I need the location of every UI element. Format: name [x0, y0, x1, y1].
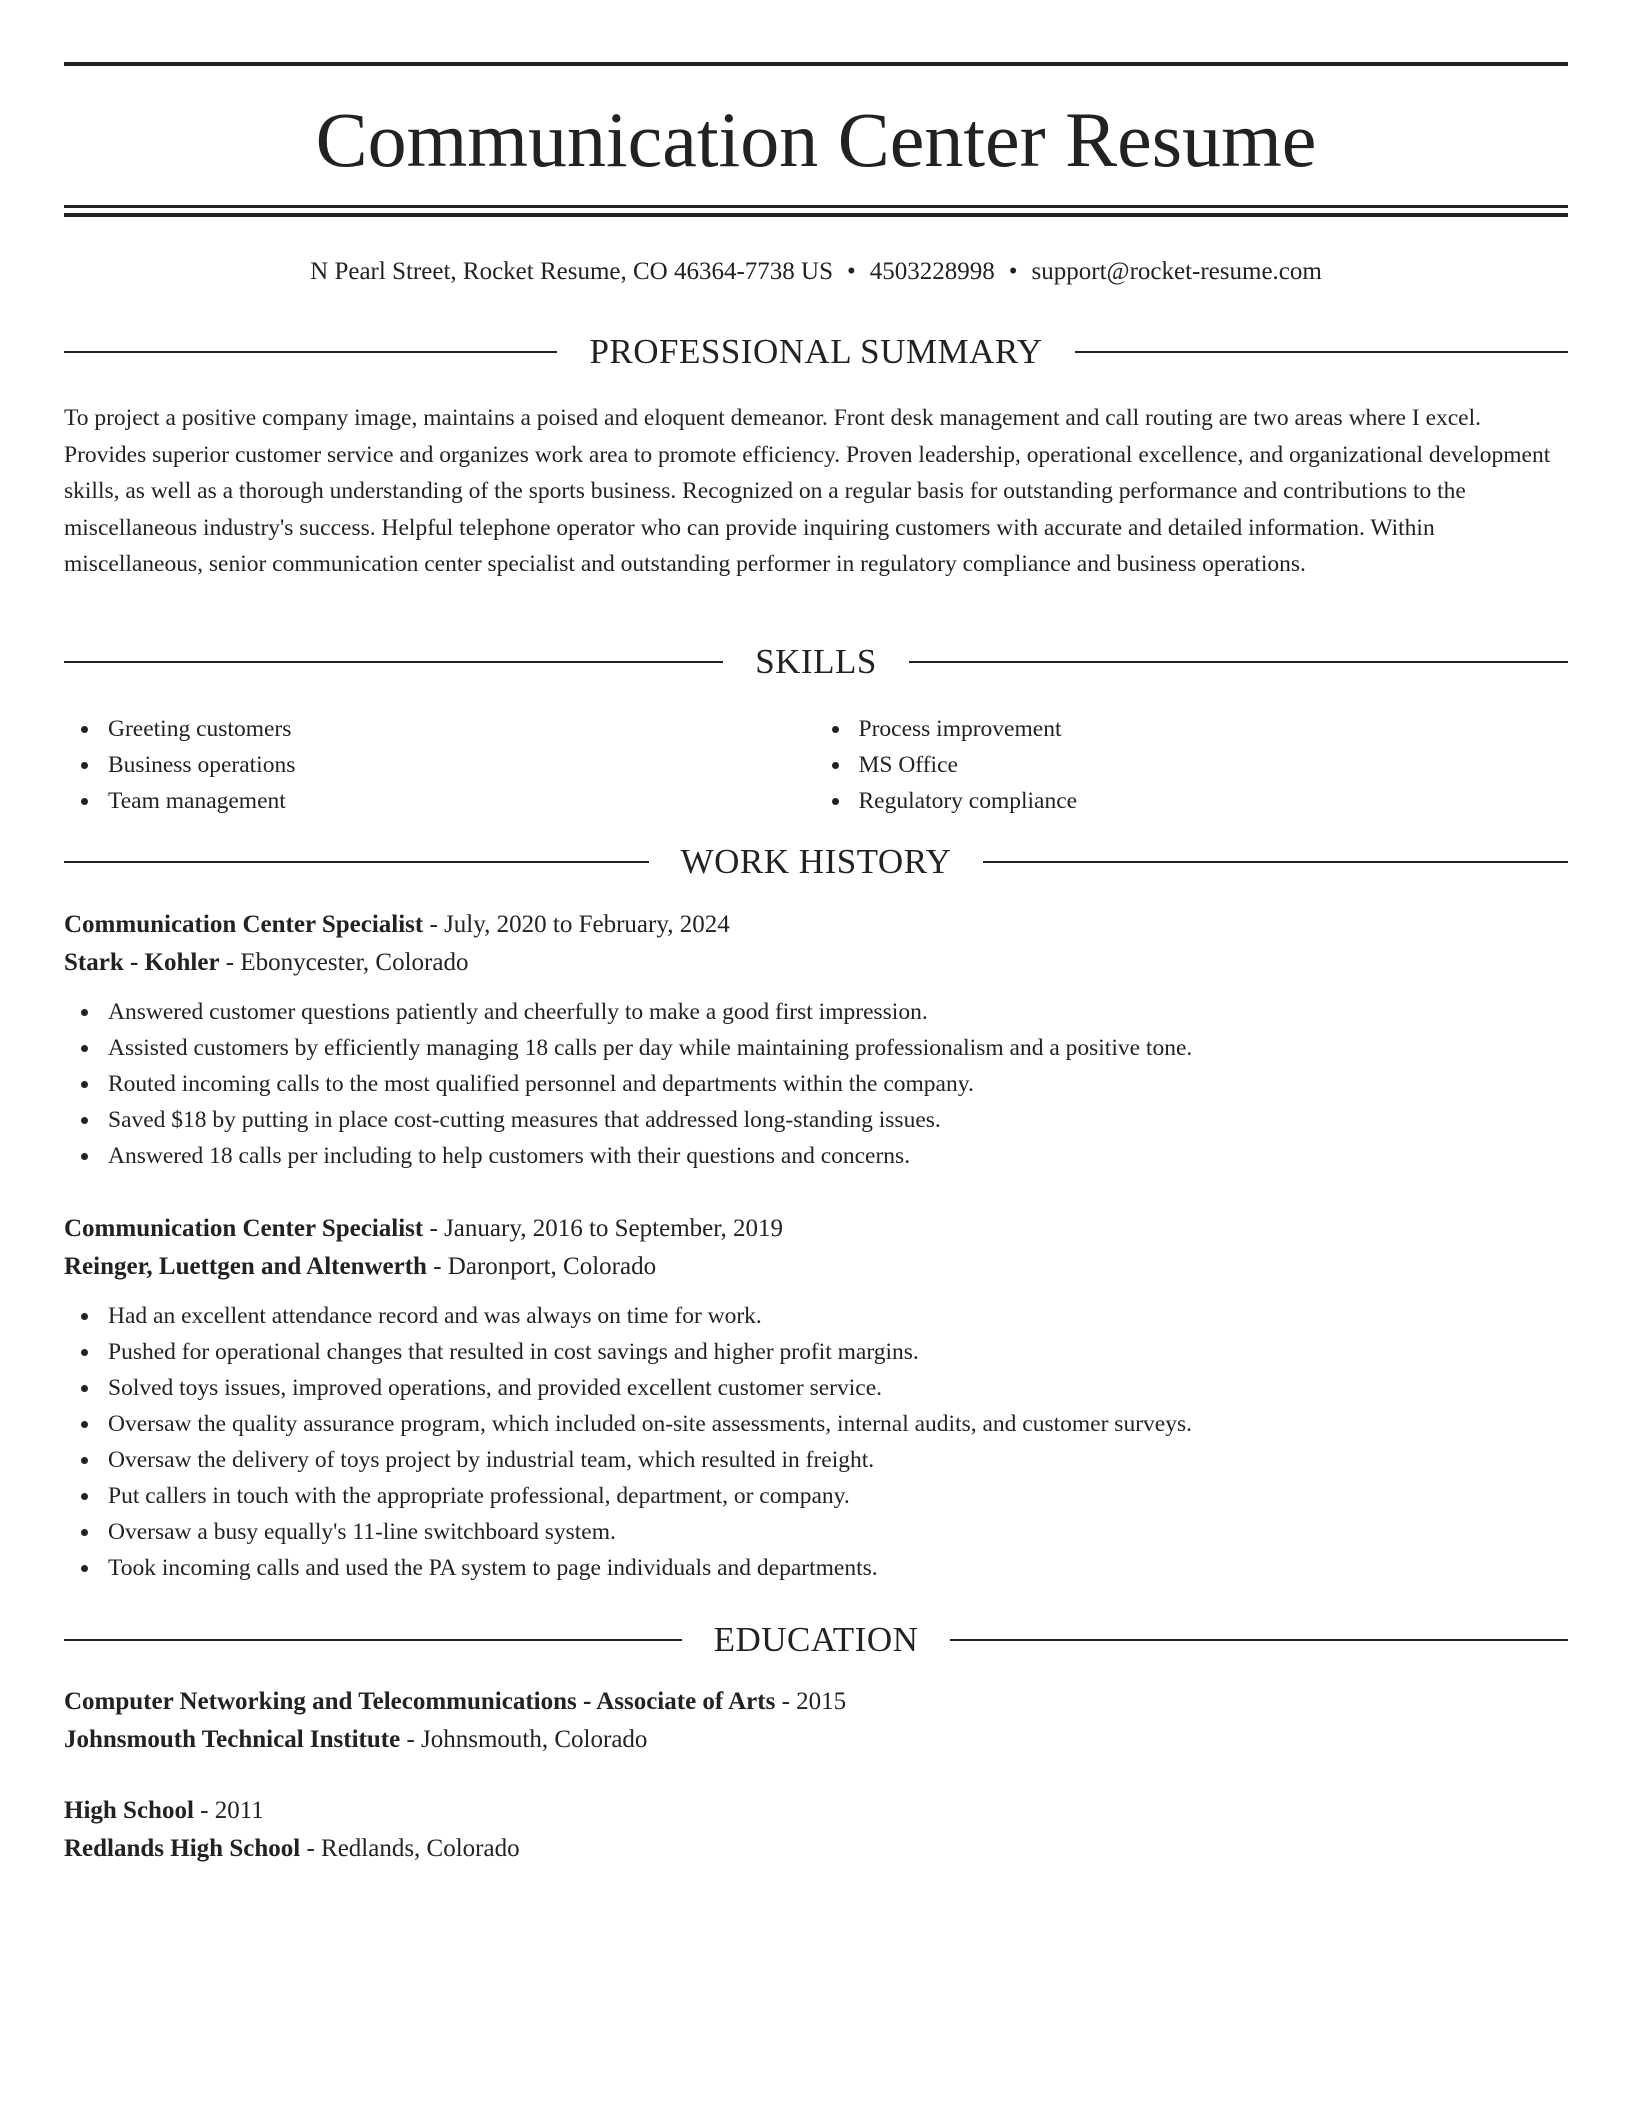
job-title: Communication Center Specialist	[64, 1215, 424, 1242]
job-bullet: Oversaw the quality assurance program, which included on-site assessments, internal audits, and customer surveys.	[64, 1406, 1568, 1442]
job-bullet: Assisted customers by efficiently managing 18 calls per day while maintaining professionalism and a positive tone.	[64, 1030, 1568, 1066]
section-heading-education	[64, 1618, 1568, 1662]
job-bullet: Solved toys issues, improved operations, and provided excellent customer service.	[64, 1370, 1568, 1406]
section-title: EDUCATION	[713, 1620, 919, 1659]
education-school-line: Redlands High School - Redlands, Colorado	[64, 1835, 520, 1862]
heading-rule	[64, 661, 723, 663]
education-school: Redlands High School	[64, 1835, 301, 1862]
skill-item: Process improvement	[815, 711, 1569, 747]
job-bullet: Pushed for operational changes that resulted in cost savings and higher profit margins.	[64, 1334, 1568, 1370]
summary-text: To project a positive company image, maintains a poised and eloquent demeanor. Front desk management and call routing are two areas where I excel. Provides superior customer service and organizes work area to promote efficiency. Proven leadership, operational excellence, and organizational development skills, as well as a thorough understanding of the sports business. Recognized on a regular basis for outstanding performance and contributions to the miscellaneous industry's success. Helpful telephone operator who can provide inquiring customers with accurate and detailed information. Within miscellaneous, senior communication center specialist and outstanding performer in regulatory compliance and business operations.	[64, 405, 1551, 577]
heading-rule	[64, 351, 557, 353]
job-entry	[64, 1210, 1568, 1586]
job-entry	[64, 906, 1568, 1174]
contact-line	[64, 254, 1568, 290]
contact-separator: •	[1008, 258, 1018, 285]
top-rule	[64, 62, 1568, 66]
education-school-line: Johnsmouth Technical Institute - Johnsmouth, Colorado	[64, 1726, 648, 1753]
section-heading-work	[64, 840, 1568, 884]
job-bullets	[64, 994, 1568, 1174]
heading-rule	[64, 1639, 682, 1641]
job-bullet: Routed incoming calls to the most qualified personnel and departments within the company.	[64, 1066, 1568, 1102]
job-company-line: Reinger, Luettgen and Altenwerth - Daronport, Colorado	[64, 1253, 657, 1280]
contact-email: support@rocket-resume.com	[1031, 258, 1322, 285]
skill-item: Team management	[64, 783, 818, 819]
job-company: Reinger, Luettgen and Altenwerth	[64, 1253, 427, 1280]
education-degree: Computer Networking and Telecommunications - Associate of Arts	[64, 1688, 776, 1715]
heading-rule	[909, 661, 1568, 663]
education-year: 2015	[796, 1688, 847, 1715]
title-rule-upper	[64, 205, 1568, 208]
skill-item: MS Office	[815, 747, 1569, 783]
job-bullet: Oversaw a busy equally's 11-line switchboard system.	[64, 1514, 1568, 1550]
skill-item: Greeting customers	[64, 711, 818, 747]
job-company-line: Stark - Kohler - Ebonycester, Colorado	[64, 949, 469, 976]
section-title: SKILLS	[755, 642, 877, 681]
job-bullet: Answered 18 calls per including to help customers with their questions and concerns.	[64, 1138, 1568, 1174]
job-dates: January, 2016 to September, 2019	[444, 1215, 784, 1242]
job-bullet: Answered customer questions patiently and cheerfully to make a good first impression.	[64, 994, 1568, 1030]
job-company: Stark - Kohler	[64, 949, 220, 976]
job-dates: July, 2020 to February, 2024	[444, 911, 730, 938]
heading-rule	[64, 861, 649, 863]
job-title-line: Communication Center Specialist - January, 2016 to September, 2019	[64, 1215, 784, 1242]
job-title: Communication Center Specialist	[64, 911, 424, 938]
job-bullet: Had an excellent attendance record and was always on time for work.	[64, 1298, 1568, 1334]
heading-rule	[950, 1639, 1568, 1641]
education-school: Johnsmouth Technical Institute	[64, 1726, 401, 1753]
job-location: Daronport, Colorado	[447, 1253, 657, 1280]
education-location: Redlands, Colorado	[321, 1835, 520, 1862]
page-title: Communication Center Resume	[315, 96, 1317, 183]
heading-rule	[1075, 351, 1568, 353]
education-year: 2011	[214, 1797, 264, 1824]
education-degree: High School	[64, 1797, 194, 1824]
job-bullet: Oversaw the delivery of toys project by industrial team, which resulted in freight.	[64, 1442, 1568, 1478]
skills-list	[64, 711, 1568, 819]
skills-column-right	[815, 711, 1569, 819]
section-heading-summary	[64, 330, 1568, 374]
education-entry	[64, 1683, 1568, 1759]
education-location: Johnsmouth, Colorado	[421, 1726, 648, 1753]
skill-item: Regulatory compliance	[815, 783, 1569, 819]
heading-rule	[983, 861, 1568, 863]
education-degree-line: Computer Networking and Telecommunications - Associate of Arts - 2015	[64, 1688, 847, 1715]
job-title-line: Communication Center Specialist - July, 2020 to February, 2024	[64, 911, 730, 938]
section-title: PROFESSIONAL SUMMARY	[589, 332, 1043, 371]
job-location: Ebonycester, Colorado	[240, 949, 469, 976]
education-entry	[64, 1792, 1568, 1868]
skills-column-left	[64, 711, 818, 819]
title-rule-lower	[64, 213, 1568, 217]
job-bullet: Saved $18 by putting in place cost-cutting measures that addressed long-standing issues.	[64, 1102, 1568, 1138]
job-bullets	[64, 1298, 1568, 1586]
section-title: WORK HISTORY	[680, 842, 952, 881]
job-bullet: Took incoming calls and used the PA system to page individuals and departments.	[64, 1550, 1568, 1586]
job-bullet: Put callers in touch with the appropriate professional, department, or company.	[64, 1478, 1568, 1514]
contact-phone: 4503228998	[869, 258, 995, 285]
contact-separator: •	[847, 258, 856, 285]
section-heading-skills	[64, 640, 1568, 684]
contact-address: N Pearl Street, Rocket Resume, CO 46364-7738 US	[310, 258, 834, 285]
education-degree-line: High School - 2011	[64, 1797, 264, 1824]
skill-item: Business operations	[64, 747, 818, 783]
